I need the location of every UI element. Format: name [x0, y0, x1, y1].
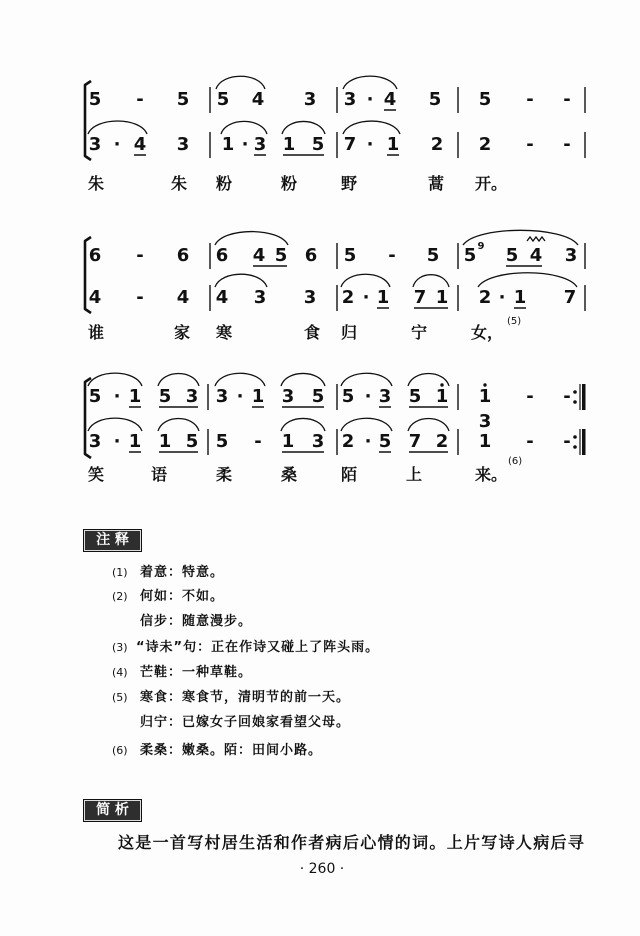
lyric-syllable: 上	[406, 465, 423, 484]
note: 5	[215, 431, 229, 452]
annotation-item	[0, 613, 640, 631]
note: 5	[341, 386, 355, 407]
note: 4	[176, 287, 190, 308]
lyric-syllable: 朱	[171, 174, 188, 193]
note: 3	[378, 386, 392, 407]
note: 1	[478, 386, 492, 407]
note: 3	[88, 134, 102, 155]
dash-extension: -	[563, 134, 571, 155]
annotation-text: 归宁：已嫁女子回娘家看望父母。	[140, 715, 351, 730]
note: 4	[529, 245, 543, 266]
note: 5	[426, 245, 440, 266]
note: 3	[88, 431, 102, 452]
note: 3	[185, 386, 199, 407]
note: 4	[88, 287, 102, 308]
annotation-text: 柔桑：嫩桑。陌：田间小路。	[140, 743, 323, 758]
note: 4	[215, 287, 229, 308]
note: 1	[282, 134, 296, 155]
note: 5	[505, 245, 519, 266]
augmentation-dot: ·	[364, 431, 372, 452]
note: 5	[408, 386, 422, 407]
dash-extension: -	[136, 89, 144, 110]
dash-extension: -	[136, 245, 144, 266]
note: 3	[215, 386, 229, 407]
note: 6	[88, 245, 102, 266]
annotation-item	[0, 564, 640, 582]
annotation-text: 芒鞋：一种草鞋。	[140, 665, 253, 680]
note: 3	[343, 89, 357, 110]
note: 1	[128, 431, 142, 452]
note: 1	[478, 431, 492, 452]
footnote-ref: (5)	[507, 316, 522, 327]
annotation-item	[0, 689, 640, 707]
note: 1	[251, 386, 265, 407]
note: 5	[274, 245, 288, 266]
note: 6	[176, 245, 190, 266]
annotations-heading: 注 释	[83, 529, 142, 552]
note: 1	[281, 431, 295, 452]
note: 1	[435, 386, 449, 407]
note: 7	[413, 287, 427, 308]
lyric-syllable: 粉	[216, 174, 233, 193]
note: 5	[378, 431, 392, 452]
note: 2	[478, 134, 492, 155]
dash-extension: -	[254, 431, 262, 452]
annotation-text: “诗未”句：正在作诗又碰上了阵头雨。	[136, 640, 380, 655]
note: 5	[88, 386, 102, 407]
dash-extension: -	[563, 386, 571, 407]
note: 2	[341, 431, 355, 452]
annotation-text: 寒食：寒食节，清明节的前一天。	[140, 690, 351, 705]
lyric-syllable: 家	[174, 323, 191, 342]
augmentation-dot: ·	[362, 287, 370, 308]
note: 5	[311, 386, 325, 407]
dash-extension: -	[526, 134, 534, 155]
analysis-heading: 简 析	[83, 799, 142, 822]
lyric-syllable: 粉	[281, 174, 298, 193]
note: 1	[513, 287, 527, 308]
analysis-paragraph: 这是一首写村居生活和作者病后心情的词。上片写诗人病后寻	[118, 833, 586, 852]
footnote-ref: (6)	[508, 456, 523, 467]
note: 4	[383, 89, 397, 110]
lyric-syllable: 归	[341, 323, 358, 342]
note: 5	[176, 89, 190, 110]
annotation-number: (2)	[112, 590, 128, 603]
note: 1	[128, 386, 142, 407]
dash-extension: -	[563, 89, 571, 110]
dash-extension: -	[388, 245, 396, 266]
dash-extension: -	[563, 431, 571, 452]
lyric-syllable: 谁	[88, 323, 105, 342]
dash-extension: -	[526, 431, 534, 452]
lyric-syllable: 宁	[411, 323, 428, 342]
annotation-item	[0, 664, 640, 682]
augmentation-dot: ·	[498, 287, 506, 308]
note: 6	[215, 245, 229, 266]
note: 5	[428, 89, 442, 110]
note: 3	[303, 287, 317, 308]
lyric-syllable: 女，	[471, 323, 504, 342]
annotation-item	[0, 742, 640, 760]
note: 3	[564, 245, 578, 266]
note: 2	[430, 134, 444, 155]
annotation-item	[0, 639, 640, 657]
note: 5	[216, 89, 230, 110]
annotation-text: 信步：随意漫步。	[140, 614, 253, 629]
note: 1	[435, 287, 449, 308]
note: 1	[376, 287, 390, 308]
note: 4	[252, 245, 266, 266]
augmentation-dot: ·	[366, 89, 374, 110]
note: 6	[304, 245, 318, 266]
note: 4	[133, 134, 147, 155]
note: 2	[341, 287, 355, 308]
note: 2	[435, 431, 449, 452]
note: 7	[408, 431, 422, 452]
note: 7	[343, 134, 357, 155]
lyric-syllable: 来。	[475, 465, 508, 484]
note: 1	[158, 431, 172, 452]
augmentation-dot: ·	[364, 386, 372, 407]
note: 3	[303, 89, 317, 110]
annotation-number: (1)	[112, 566, 128, 579]
note: 3	[281, 386, 295, 407]
note: 5	[343, 245, 357, 266]
lyric-syllable: 朱	[88, 174, 105, 193]
lyric-syllable: 语	[151, 465, 168, 484]
lyric-syllable: 笑	[88, 465, 105, 484]
note: 5	[478, 89, 492, 110]
lyric-syllable: 蒿	[428, 174, 445, 193]
note: 3	[253, 287, 267, 308]
lyric-syllable: 寒	[216, 323, 233, 342]
lyric-syllable: 开。	[475, 174, 508, 193]
note: 5	[311, 134, 325, 155]
lyric-syllable: 桑	[281, 465, 298, 484]
augmentation-dot: ·	[236, 386, 244, 407]
note: 4	[251, 89, 265, 110]
note: 1	[386, 134, 400, 155]
note: 3	[311, 431, 325, 452]
annotation-text: 何如：不如。	[140, 589, 225, 604]
note: 7	[563, 287, 577, 308]
page-number: · 260 ·	[299, 861, 345, 877]
augmentation-dot: ·	[113, 134, 121, 155]
lyric-syllable: 野	[341, 174, 358, 193]
augmentation-dot: ·	[113, 386, 121, 407]
note: 5	[88, 89, 102, 110]
note: 5	[463, 245, 477, 266]
augmentation-dot: ·	[113, 431, 121, 452]
note: 3	[253, 134, 267, 155]
annotation-number: (5)	[112, 691, 128, 704]
dash-extension: -	[136, 287, 144, 308]
note: 5	[185, 431, 199, 452]
note: 2	[478, 287, 492, 308]
note: 5	[158, 386, 172, 407]
lyric-syllable: 食	[304, 323, 321, 342]
dash-extension: -	[526, 386, 534, 407]
annotation-number: (4)	[112, 666, 128, 679]
augmentation-dot: ·	[241, 134, 249, 155]
lyric-syllable: 陌	[341, 465, 358, 484]
augmentation-dot: ·	[366, 134, 374, 155]
note: 1	[221, 134, 235, 155]
dash-extension: -	[526, 89, 534, 110]
grace-note: 9	[477, 241, 485, 252]
lyric-syllable: 柔	[216, 465, 233, 484]
chord-note: 3	[478, 411, 492, 432]
annotation-number: (3)	[112, 641, 128, 654]
annotation-text: 着意：特意。	[140, 565, 225, 580]
annotation-item	[0, 588, 640, 606]
annotation-number: (6)	[112, 744, 128, 757]
annotation-item	[0, 714, 640, 732]
note: 3	[176, 134, 190, 155]
